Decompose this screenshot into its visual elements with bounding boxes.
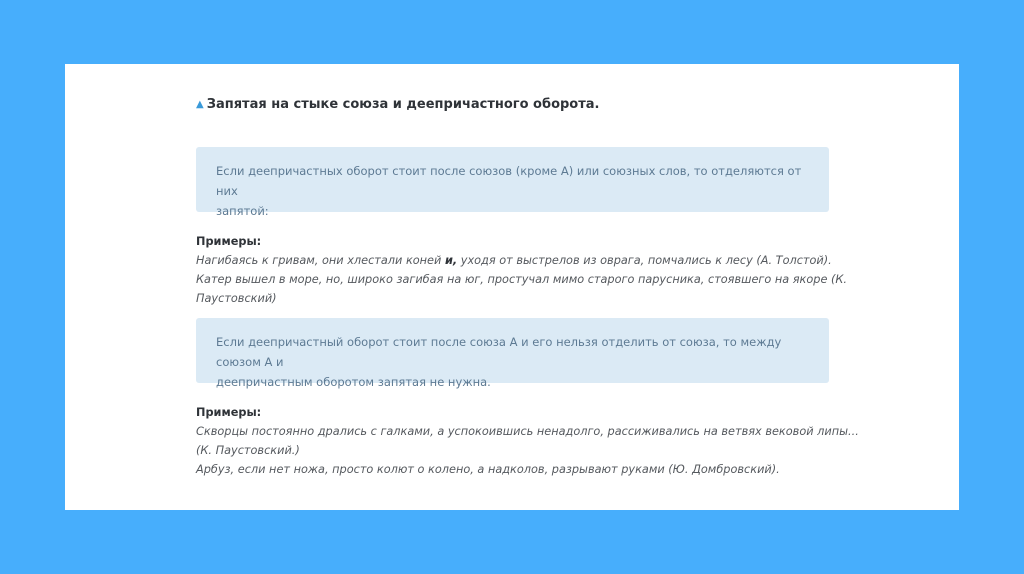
example-1-line-2: Катер вышел в море, но, широко загибая на юг, простучал мимо старого парусника, стоявшего на якоре (К. (196, 273, 848, 286)
rule-2-line-2: деепричастным оборотом запятая не нужна. (216, 375, 491, 389)
section-heading (196, 97, 829, 112)
examples-block-2 (196, 403, 859, 479)
example-1-conjunction: и, (444, 254, 458, 267)
example-1-line-1 (196, 251, 856, 270)
rule-1-line-1: Если деепричастных оборот стоит после союзов (кроме А) или союзных слов, то отделяются от них (216, 164, 802, 198)
arrow-up-icon: ▲ (196, 98, 204, 110)
examples-label-1: Примеры: (196, 235, 262, 248)
examples-block-1 (196, 232, 856, 308)
rule-2-line-1: Если деепричастный оборот стоит после союза А и его нельзя отделить от союза, то между союзом А и (216, 335, 782, 369)
example-1-line-1-end: уходя от выстрелов из оврага, помчались к лесу (А. Толстой). (457, 254, 832, 267)
example-2-line-3: Арбуз, если нет ножа, просто колют о колено, а надколов, разрывают руками (Ю. Домбровский). (196, 463, 780, 476)
example-2-line-1: Скворцы постоянно дрались с галками, а успокоившись ненадолго, рассиживались на ветвях вековой липы... (196, 425, 859, 438)
examples-label-2: Примеры: (196, 406, 262, 419)
example-2-line-2: (К. Паустовский.) (196, 444, 300, 457)
rule-callout-2 (196, 318, 829, 389)
example-1-line-1-start: Нагибаясь к гривам, они хлестали коней (196, 254, 445, 267)
rule-callout-1 (196, 147, 829, 218)
rule-1-line-2: запятой: (216, 204, 269, 218)
section-heading-text: Запятая на стыке союза и деепричастного оборота. (206, 97, 600, 112)
slide (65, 64, 959, 510)
example-1-line-3: Паустовский) (196, 292, 277, 305)
